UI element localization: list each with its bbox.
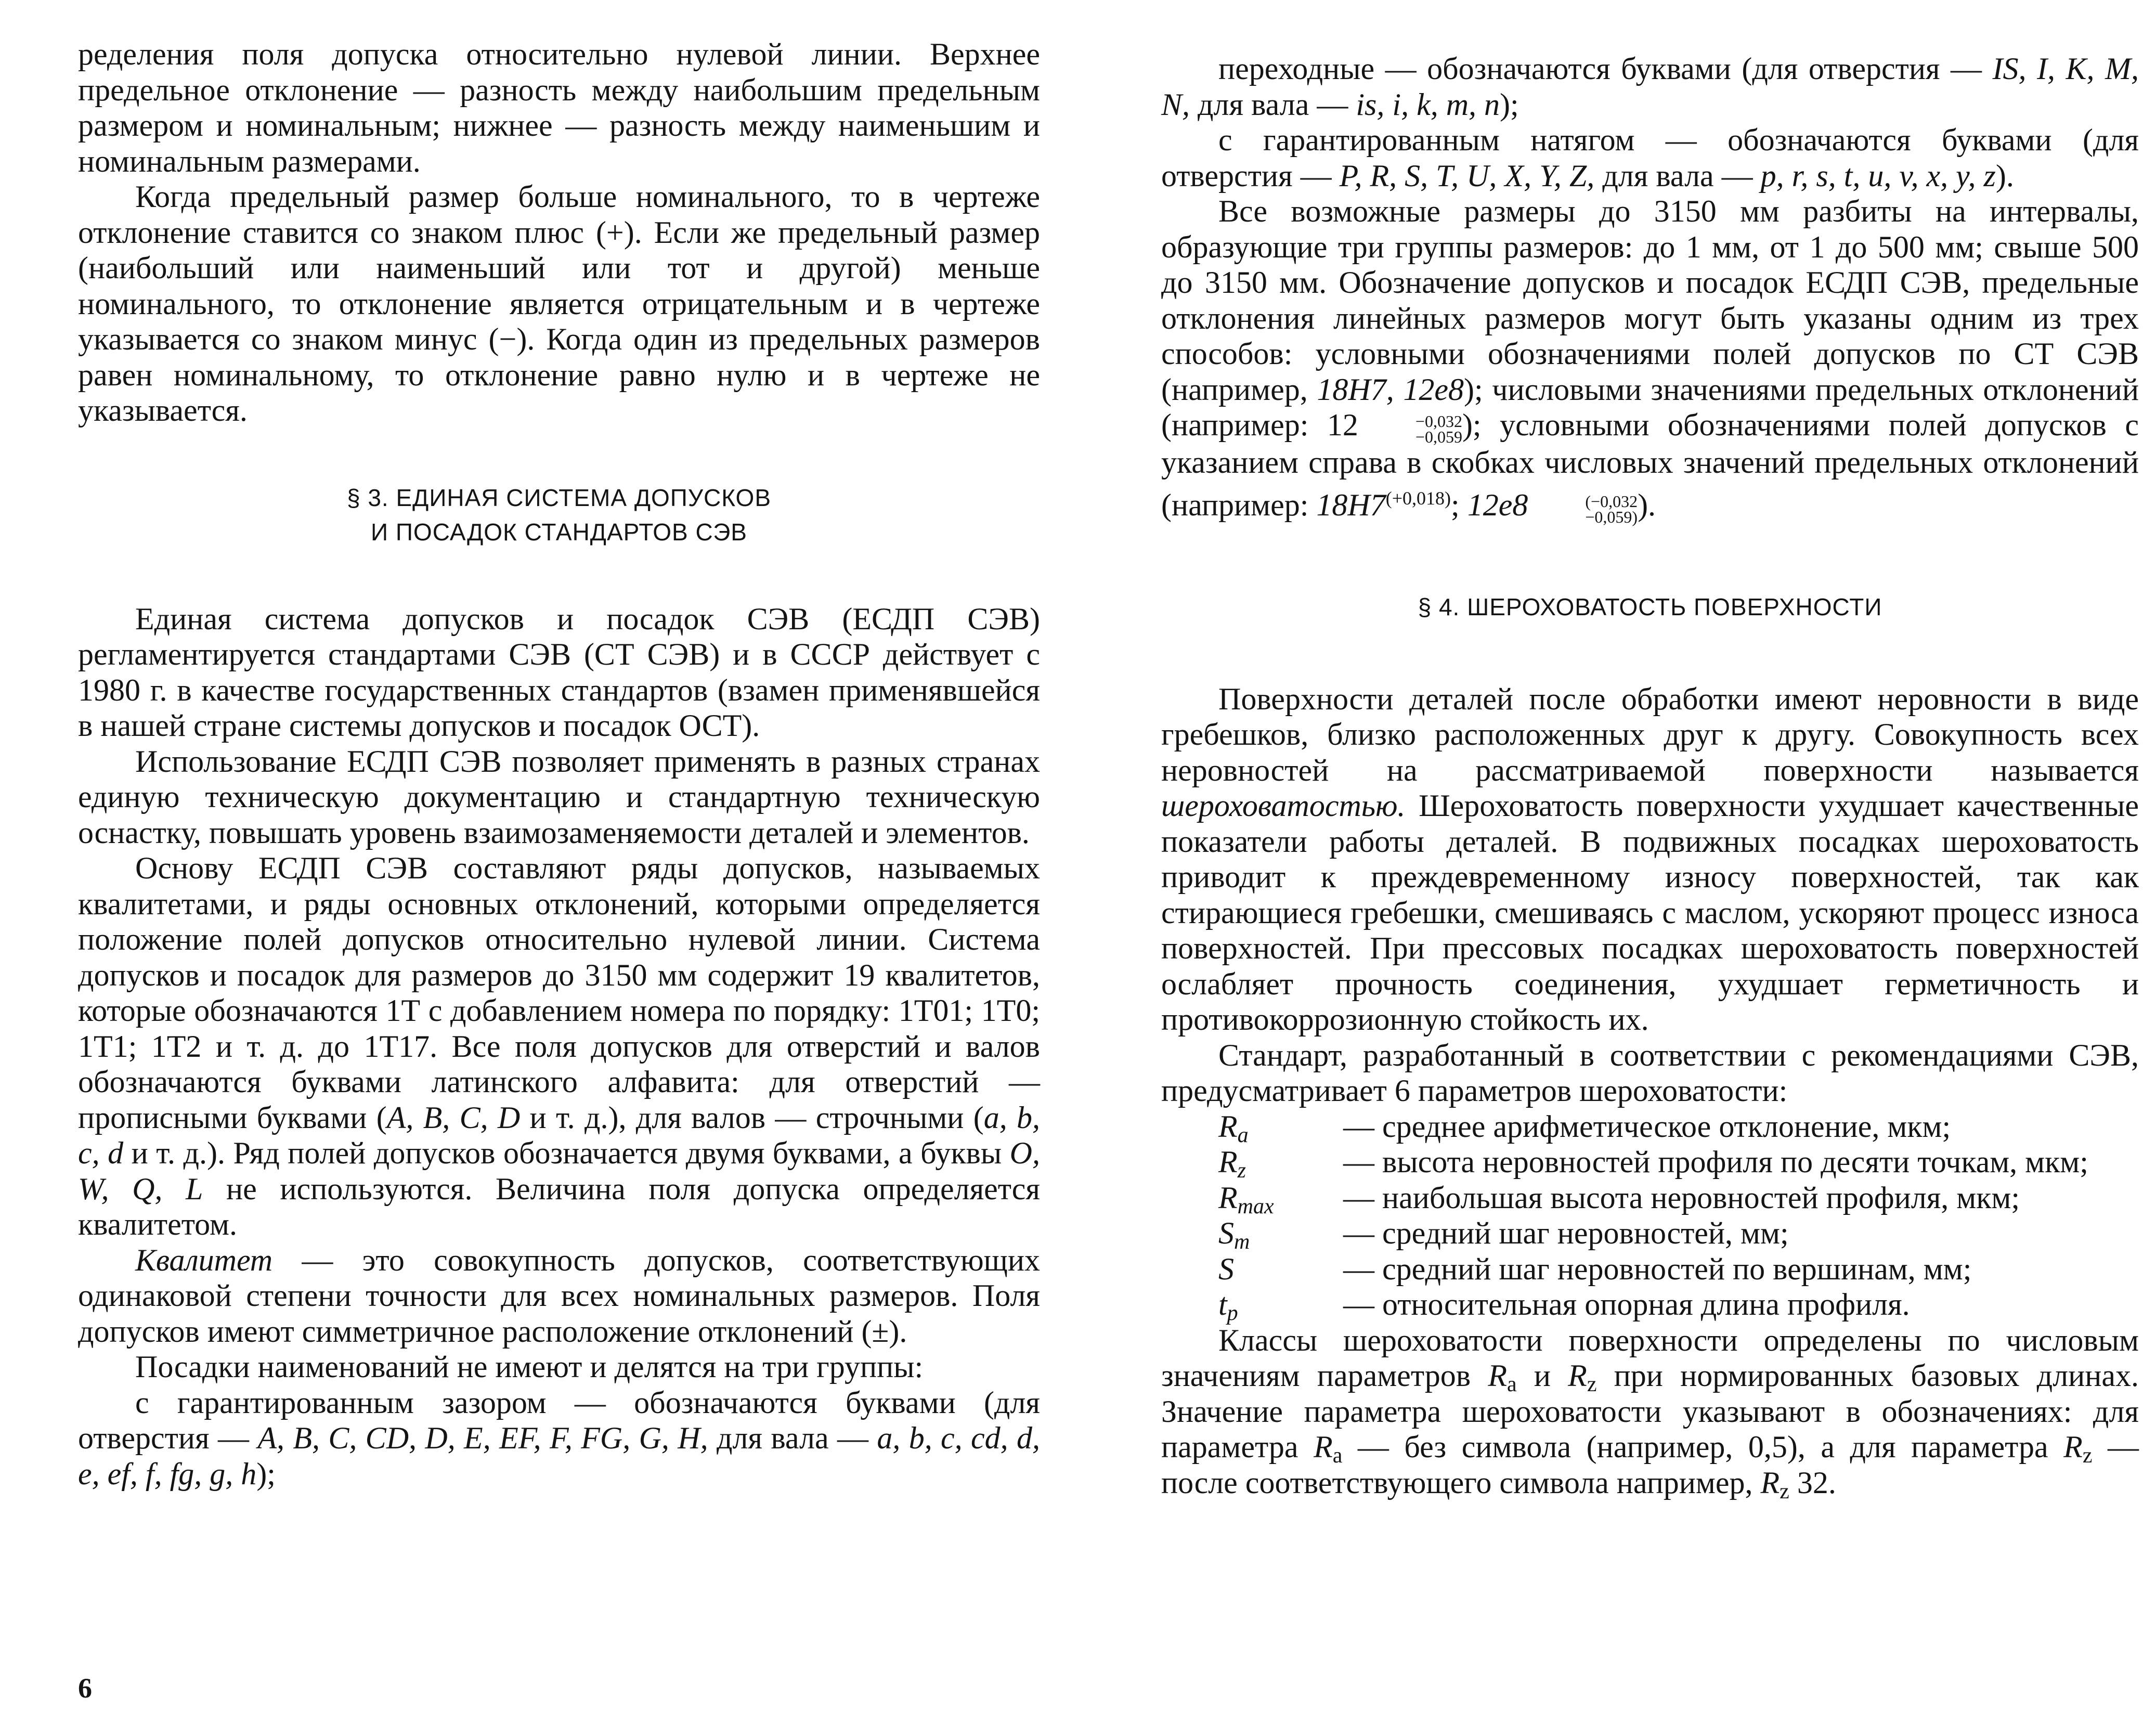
list-item: $t_p$ — относительная опорная длина профиля. [1218,1287,1910,1325]
term: Квалитет [135,1242,273,1277]
heading-line: И ПОСАДОК СТАНДАРТОВ СЭВ [371,518,747,546]
list-item: $R_{max}$ — наибольшая высота неровностей профиля, мкм; [1218,1180,2020,1219]
paragraph: Стандарт, разработанный в соответствии с рекомендациями СЭВ, предусматривает 6 параметров шероховатости: [1161,1038,2139,1108]
tolerance-stack: −0,032 −0,059 [1415,412,1462,446]
term: шероховатостью. [1161,788,1406,823]
paragraph: Поверхности деталей после обработки имеют неровности в виде гребешков, близко расположенных друг к другу. Совокупность всех неровностей на рассматриваемой поверхности называется шероховатостью. Шероховатость поверхности ухудшает качественные показатели работы деталей. В подвижных посадках шероховатость приводит к преждевременному износу поверхностей, так как стирающиеся гребешки, смешиваясь с маслом, ускоряют процесс износа поверхностей. При прессовых посадках шероховатость поверхностей ослабляет прочность соединения, ухудшает герметичность и противокоррозионную стойкость их. [1161,681,2139,1037]
page-number: 6 [78,1673,92,1704]
paragraph: Единая система допусков и посадок СЭВ (ЕСДП СЭВ) регламентируется стандартами СЭВ (СТ СЭВ) и в СССР действует с 1980 г. в качестве государственных стандартов (взамен применявшейся в нашей стране системы допусков и посадок ОСТ). [78,601,1040,743]
left-text-column [78,36,1040,1492]
right-text-column [1161,51,2139,1504]
paragraph: Все возможные размеры до 3150 мм разбиты на интервалы, образующие три группы размеров: до 1 мм, от 1 до 500 мм; свыше 500 до 3150 мм. Обозначение допусков и посадок ЕСДП СЭВ, предельные отклонения линейных размеров могут быть указаны одним из трех способов: условными обозначениями полей допусков по СТ СЭВ (например, 18H7, 12e8); числовыми значениями предельных отклонений (например: 12 −0,032 −0,059 ); условными обозначениями полей допусков с указанием справа в скобках числовых значений предельных отклонений (например: $18H7^{(+0,018)}$; 12e8 (−0,032 −0,059) ). [1161,194,2139,526]
list-item: S — средний шаг неровностей по вершинам, мм; [1218,1251,1972,1286]
paragraph: Когда предельный размер больше номинального, то в чертеже отклонение ставится со знаком плюс (+). Если же предельный размер (наибольший или наименьший или тот и другой) меньше номинального, то отклонение является отрицательным и в чертеже указывается со знаком минус (−). Когда один из предельных размеров равен номинальному, то отклонение равно нулю и в чертеже не указывается. [78,179,1040,427]
paragraph: переходные — обозначаются буквами (для отверстия — IS, I, K, M, N, для вала — is, i, k, m, n); [1161,51,2139,122]
list-item: $R_z$ — высота неровностей профиля по десяти точкам, мкм; [1218,1145,2088,1183]
section-heading [78,481,1040,549]
paragraph: с гарантированным зазором — обозначаются буквами (для отверстия — A, B, C, CD, D, E, EF, F, FG, G, H, для вала — a, b, c, cd, d, e, ef, f, fg, g, h); [78,1385,1041,1491]
list-item: $R_a$ — среднее арифметическое отклонение, мкм; [1218,1109,1951,1147]
paragraph: с гарантированным натягом — обозначаются буквами (для отверстия — P, R, S, T, U, X, Y, Z, для вала — p, r, s, t, u, v, x, y, z). [1161,123,2139,193]
list-item: $S_m$ — средний шаг неровностей, мм; [1218,1216,1789,1254]
paragraph: ределения поля допуска относительно нулевой линии. Верхнее предельное отклонение — разность между наибольшим предельным размером и номинальным; нижнее — разность между наименьшим и номинальным размерами. [78,37,1040,178]
tolerance-stack: (−0,032 −0,059) [1585,491,1638,526]
right-page [1078,0,2156,1736]
roughness-parameter-list [1218,1109,2139,1323]
paragraph: Основу ЕСДП СЭВ составляют ряды допусков, называемых квалитетами, и ряды основных отклонений, которыми определяется положение полей допусков относительно нулевой линии. Система допусков и посадок для размеров до 3150 мм содержит 19 квалитетов, которые обозначаются 1Т с добавлением номера по порядку: 1Т01; 1Т0; 1Т1; 1Т2 и т. д. до 1Т17. Все поля допусков для отверстий и валов обозначаются буквами латинского алфавита: для отверстий — прописными буквами (A, B, C, D и т. д.), для валов — строчными (a, b, c, d и т. д.). Ряд полей допусков обозначается двумя буквами, а буквы O, W, Q, L не используются. Величина поля допуска определяется квалитетом. [78,851,1041,1241]
heading-line: § 3. ЕДИНАЯ СИСТЕМА ДОПУСКОВ [346,484,772,511]
paragraph: Классы шероховатости поверхности определены по числовым значениям параметров $R_a$ и $R_z$ при нормированных базовых длинах. Значение параметра шероховатости указывают в обозначениях: для параметра $R_a$ — без символа (например, 0,5), а для параметра $R_z$ — после соответствующего символа например, $R_z$ 32. [1161,1323,2139,1504]
paragraph: Использование ЕСДП СЭВ позволяет применять в разных странах единую техническую документацию и стандартную техническую оснастку, повышать уровень взаимозаменяемости деталей и элементов. [78,744,1040,850]
paragraph: Квалитет — это совокупность допусков, соответствующих одинаковой степени точности для всех номинальных размеров. Поля допусков имеют симметричное расположение отклонений (±). [78,1242,1040,1349]
section-heading: § 4. ШЕРОХОВАТОСТЬ ПОВЕРХНОСТИ [1418,593,1882,620]
paragraph: Посадки наименований не имеют и делятся на три группы: [135,1350,924,1384]
